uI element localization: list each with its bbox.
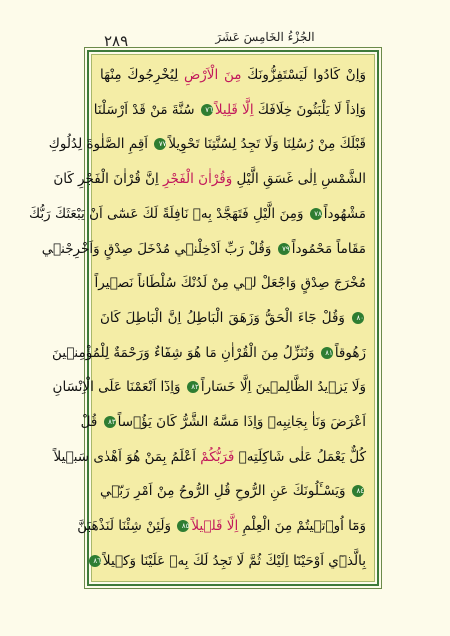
verse-text: سُنَّةَ مَنْ قَدْ اَرْسَلْنَا [93,101,199,118]
ayah-number-marker: ٧٧ [154,138,166,150]
ayah-number-marker: ٧٩ [278,243,290,255]
ayah-number-marker: ٨٠ [352,312,364,324]
text-line [93,98,366,122]
verse-text: مُخْرَجَ صِدْقٍ وَاجْعَلْ ل۪ي مِنْ لَدُنْكَ سُلْطَاناً نَص۪يراً [94,275,366,292]
text-line [53,445,366,469]
ayah-number-marker: ٨٤ [352,485,364,497]
verse-text: وَمِنَ الَّيْلِ فَتَهَجَّدْ بِه۪ نَافِلَةً لَكَ عَسٰٓى اَنْ يَبْعَثَكَ رَبُّكَ [29,205,308,222]
text-line [93,549,366,573]
verse-text: وَنُنَزِّلُ مِنَ الْقُرْاٰنِ مَا هُوَ شِفَٓاءٌ وَرَحْمَةٌ لِلْمُؤْمِن۪ينَ [51,344,319,361]
text-line [100,63,366,87]
verse-text: اَعْلَمُ بِمَنْ هُوَ اَهْدٰى سَب۪يلاً [53,448,201,465]
highlighted-text: وَقُرْاٰنَ الْفَجْرِ [163,171,233,188]
text-panel [29,54,375,582]
verse-text: مَقَاماً مَحْمُوداً [291,240,366,257]
text-line [41,237,366,261]
verse-text: وَقُلْ جَٓاءَ الْحَقُّ وَزَهَقَ الْبَاطِلُ اِنَّ الْبَاطِلَ كَانَ [100,309,350,326]
verse-text: كُلٌّ يَعْمَلُ عَلٰى شَاكِلَتِه۪ [234,448,366,465]
text-line [52,375,366,399]
highlighted-text: مِنَ الْاَرْضِ [183,67,242,83]
ayah-number-marker: ٧٨ [310,208,322,220]
verse-text: وَاِذاً لَا يَلْبَثُونَ خِلَافَكَ [253,101,366,118]
text-line [77,514,366,538]
verse-text: لِيُخْرِجُوكَ مِنْهَا [100,67,184,83]
verse-text: قَبْلَكَ مِنْ رُسُلِنَا وَلَا تَجِدُ لِسُنَّتِنَا تَحْوِيلاً [168,136,366,153]
verse-text: وَلَئِنْ شِئْنَا لَنَذْهَبَنَّ [77,518,176,535]
highlighted-text: اِلَّا قَل۪يلاً [191,518,239,535]
verse-text: اَعْرَضَ وَنَاٰ بِجَانِبِه۪ وَاِذَا مَسَّهُ الشَّرُّ كَانَ يَؤُ۫ساً [117,414,366,431]
ayah-number-marker: ٨٣ [104,416,116,428]
verse-text: اِنَّ قُرْاٰنَ الْفَجْرِ كَانَ [53,171,164,188]
juz-title: الجُزْءُ الخَامِسَ عَشَرَ [215,30,315,44]
verse-text: الشَّمْسِ اِلٰى غَسَقِ الَّيْلِ [232,171,366,188]
ayah-number-marker: ٨٦ [89,555,101,567]
text-line [53,167,366,191]
text-line [100,306,366,330]
verse-text: بِالَّذ۪ٓي اَوْحَيْنَٓا اِلَيْكَ ثُمَّ لَا تَجِدُ لَكَ بِه۪ عَلَيْنَا وَك۪يلاً [102,552,366,569]
verse-text: اَقِمِ الصَّلٰوةَ لِدُلُوكِ [48,136,153,153]
highlighted-text: اِلَّا قَلِيلاً [214,101,254,118]
ayah-number-marker: ٧٦ [201,104,213,116]
verse-text: زَهُوقاً [334,344,366,361]
ayah-number-marker: ٨١ [321,347,333,359]
verse-text: وَاِذَٓا اَنْعَمْنَا عَلَى الْاِنْسَانِ [52,379,185,396]
verse-text: قُلْ [80,414,102,431]
page-number: ٢٨٩ [104,32,129,50]
text-lines [29,63,366,573]
text-line [51,341,366,365]
verse-text: وَقُلْ رَبِّ اَدْخِلْن۪ي مُدْخَلَ صِدْقٍ وَاَخْرِجْن۪ي [41,240,276,257]
verse-text: مَشْهُوداً [323,205,366,222]
text-line [80,410,366,434]
text-line [100,479,366,503]
text-line [48,132,366,156]
verse-text: وَاِنْ كَادُوا لَيَسْتَفِزُّونَكَ [241,67,366,83]
text-line [94,271,366,295]
verse-text: وَيَسْـَٔلُونَكَ عَنِ الرُّوحِ قُلِ الرُّوحُ مِنْ اَمْرِ رَبّ۪ي [100,483,350,500]
highlighted-text: فَرَبُّكُمْ [200,448,235,465]
verse-text: وَمَٓا اُو۫ت۪يتُمْ مِنَ الْعِلْمِ [238,518,366,535]
verse-text: وَلَا يَز۪يدُ الظَّالِم۪ينَ اِلَّا خَسَاراً [200,379,366,396]
text-line [29,202,366,226]
ayah-number-marker: ٨٥ [177,520,189,532]
ayah-number-marker: ٨٢ [187,381,199,393]
